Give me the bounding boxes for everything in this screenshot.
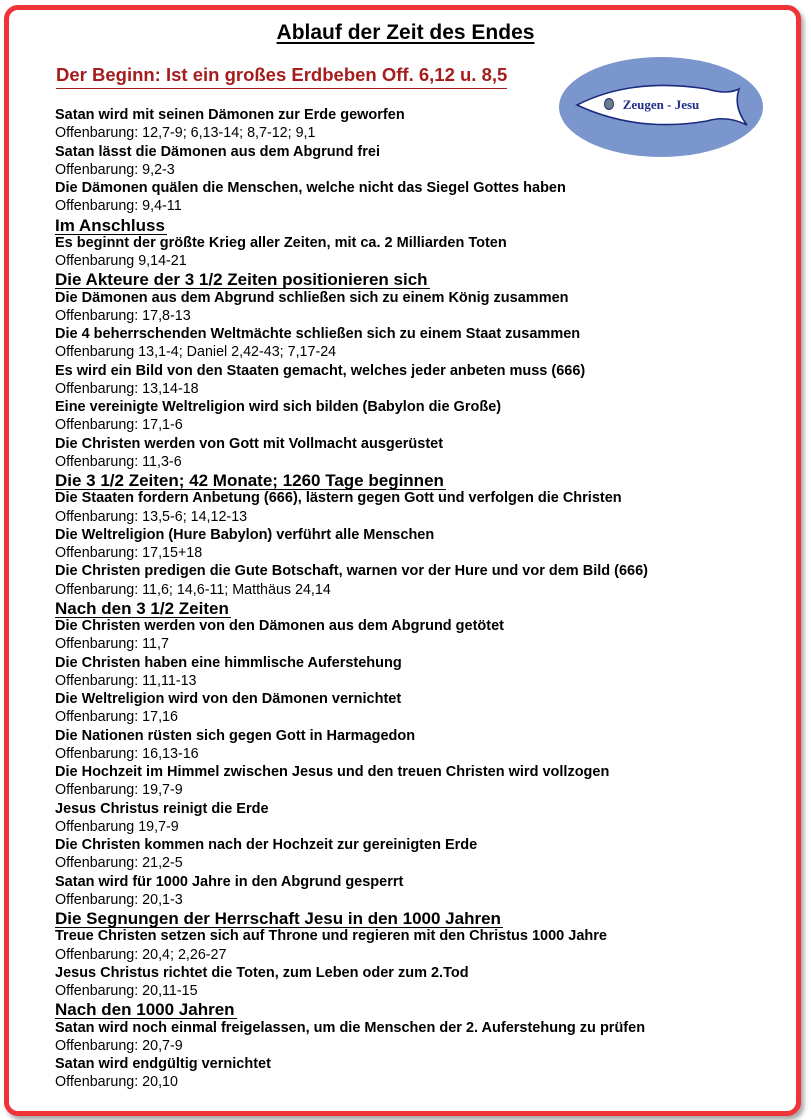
event-text: Die Christen werden von den Dämonen aus dem Abgrund getötet — [55, 618, 505, 634]
scripture-reference: Offenbarung: 13,14-18 — [55, 380, 199, 397]
event-text: Eine vereinigte Weltreligion wird sich bilden (Babylon die Große) — [55, 399, 502, 415]
scripture-reference: Offenbarung: 20,7-9 — [55, 1037, 183, 1054]
section-heading-text: Nach den 3 1/2 Zeiten — [55, 598, 229, 618]
scripture-reference: Offenbarung 19,7-9 — [55, 818, 179, 835]
scripture-reference: Offenbarung: 20,10 — [55, 1074, 178, 1091]
scripture-reference: Offenbarung: 16,13-16 — [55, 745, 199, 762]
event-text: Die Dämonen quälen die Menschen, welche nicht das Siegel Gottes haben — [55, 180, 566, 196]
event-text: Satan wird mit seinen Dämonen zur Erde geworfen — [55, 107, 405, 123]
scripture-reference: Offenbarung: 11,6; 14,6-11; Matthäus 24,14 — [55, 581, 331, 598]
event-text: Die Nationen rüsten sich gegen Gott in Harmagedon — [55, 727, 416, 744]
event-text: Satan wird für 1000 Jahre in den Abgrund gesperrt — [55, 873, 404, 890]
event-text: Satan wird noch einmal freigelassen, um die Menschen der 2. Auferstehung zu prüfen — [55, 1019, 646, 1036]
scripture-reference: Offenbarung: 21,2-5 — [55, 855, 183, 872]
section-heading-text: Nach den 1000 Jahren — [55, 1000, 235, 1020]
event-text: Die Dämonen aus dem Abgrund schließen sich zu einem König zusammen — [55, 289, 569, 306]
section-heading — [55, 1000, 785, 1018]
beginning-heading: Der Beginn: Ist ein großes Erdbeben Off. 6,12 u. 8,5 — [56, 64, 507, 89]
scripture-reference: Offenbarung: 17,16 — [55, 709, 178, 726]
scripture-reference: Offenbarung: 20,11-15 — [55, 983, 198, 999]
section-heading — [55, 471, 785, 489]
section-heading-text: Die Segnungen der Herrschaft Jesu in den 1000 Jahren — [55, 909, 501, 928]
scripture-reference: Offenbarung: 20,1-3 — [55, 891, 183, 908]
event-text: Die Christen kommen nach der Hochzeit zur gereinigten Erde — [55, 837, 478, 853]
event-text: Die Weltreligion wird von den Dämonen vernichtet — [55, 691, 402, 707]
scripture-reference: Offenbarung: 9,2-3 — [55, 161, 175, 178]
event-text: Die Christen werden von Gott mit Vollmacht ausgerüstet — [55, 435, 444, 452]
page-title-text: Ablauf der Zeit des Endes — [276, 21, 535, 44]
event-text: Die Staaten fordern Anbetung (666), lästern gegen Gott und verfolgen die Christen — [55, 490, 622, 507]
event-text: Treue Christen setzen sich auf Throne und regieren mit den Christus 1000 Jahre — [55, 928, 607, 945]
scripture-reference: Offenbarung: 11,11-13 — [55, 672, 197, 689]
event-text: Die 4 beherrschenden Weltmächte schließen sich zu einem Staat zusammen — [55, 326, 581, 342]
scripture-reference: Offenbarung: 20,4; 2,26-27 — [55, 946, 227, 963]
scripture-reference: Offenbarung: 17,8-13 — [55, 307, 191, 324]
event-text: Die Christen predigen die Gute Botschaft, warnen vor der Hure und vor dem Bild (666) — [55, 563, 648, 580]
section-heading — [55, 216, 785, 234]
logo-text: Zeugen - Jesu — [622, 97, 700, 112]
event-text: Die Christen haben eine himmlische Auferstehung — [55, 654, 402, 671]
section-heading — [55, 270, 785, 288]
timeline-content — [55, 106, 785, 1092]
scripture-reference: Offenbarung: 19,7-9 — [55, 782, 183, 799]
section-heading-text: Die Akteure der 3 1/2 Zeiten positionieren sich — [55, 270, 428, 290]
scripture-reference: Offenbarung 13,1-4; Daniel 2,42-43; 7,17-24 — [55, 344, 337, 361]
event-text: Es beginnt der größte Krieg aller Zeiten, mit ca. 2 Milliarden Toten — [55, 234, 507, 251]
scripture-reference: Offenbarung: 17,15+18 — [55, 545, 203, 561]
section-heading-text: Im Anschluss — [55, 215, 165, 235]
scripture-reference: Offenbarung: 12,7-9; 6,13-14; 8,7-12; 9,1 — [55, 125, 316, 142]
scripture-reference: Offenbarung: 11,3-6 — [55, 453, 182, 470]
event-text: Jesus Christus richtet die Toten, zum Leben oder zum 2.Tod — [55, 964, 469, 981]
scripture-reference: Offenbarung: 17,1-6 — [55, 417, 183, 434]
scripture-reference: Offenbarung: 13,5-6; 14,12-13 — [55, 508, 248, 525]
event-text: Die Weltreligion (Hure Babylon) verführt alle Menschen — [55, 526, 435, 543]
scripture-reference: Offenbarung: 11,7 — [55, 636, 169, 653]
event-text: Satan wird endgültig vernichtet — [55, 1056, 271, 1072]
event-text: Die Hochzeit im Himmel zwischen Jesus und den treuen Christen wird vollzogen — [55, 764, 610, 780]
event-text: Es wird ein Bild von den Staaten gemacht, welches jeder anbeten muss (666) — [55, 362, 586, 379]
section-heading — [55, 909, 785, 927]
page-title — [0, 21, 811, 45]
section-heading — [55, 599, 785, 617]
section-heading-text: Die 3 1/2 Zeiten; 42 Monate; 1260 Tage beginnen — [55, 471, 444, 490]
event-text: Jesus Christus reinigt die Erde — [55, 800, 269, 817]
event-text: Satan lässt die Dämonen aus dem Abgrund frei — [55, 143, 380, 160]
scripture-reference: Offenbarung: 9,4-11 — [55, 198, 182, 215]
scripture-reference: Offenbarung 9,14-21 — [55, 253, 187, 269]
